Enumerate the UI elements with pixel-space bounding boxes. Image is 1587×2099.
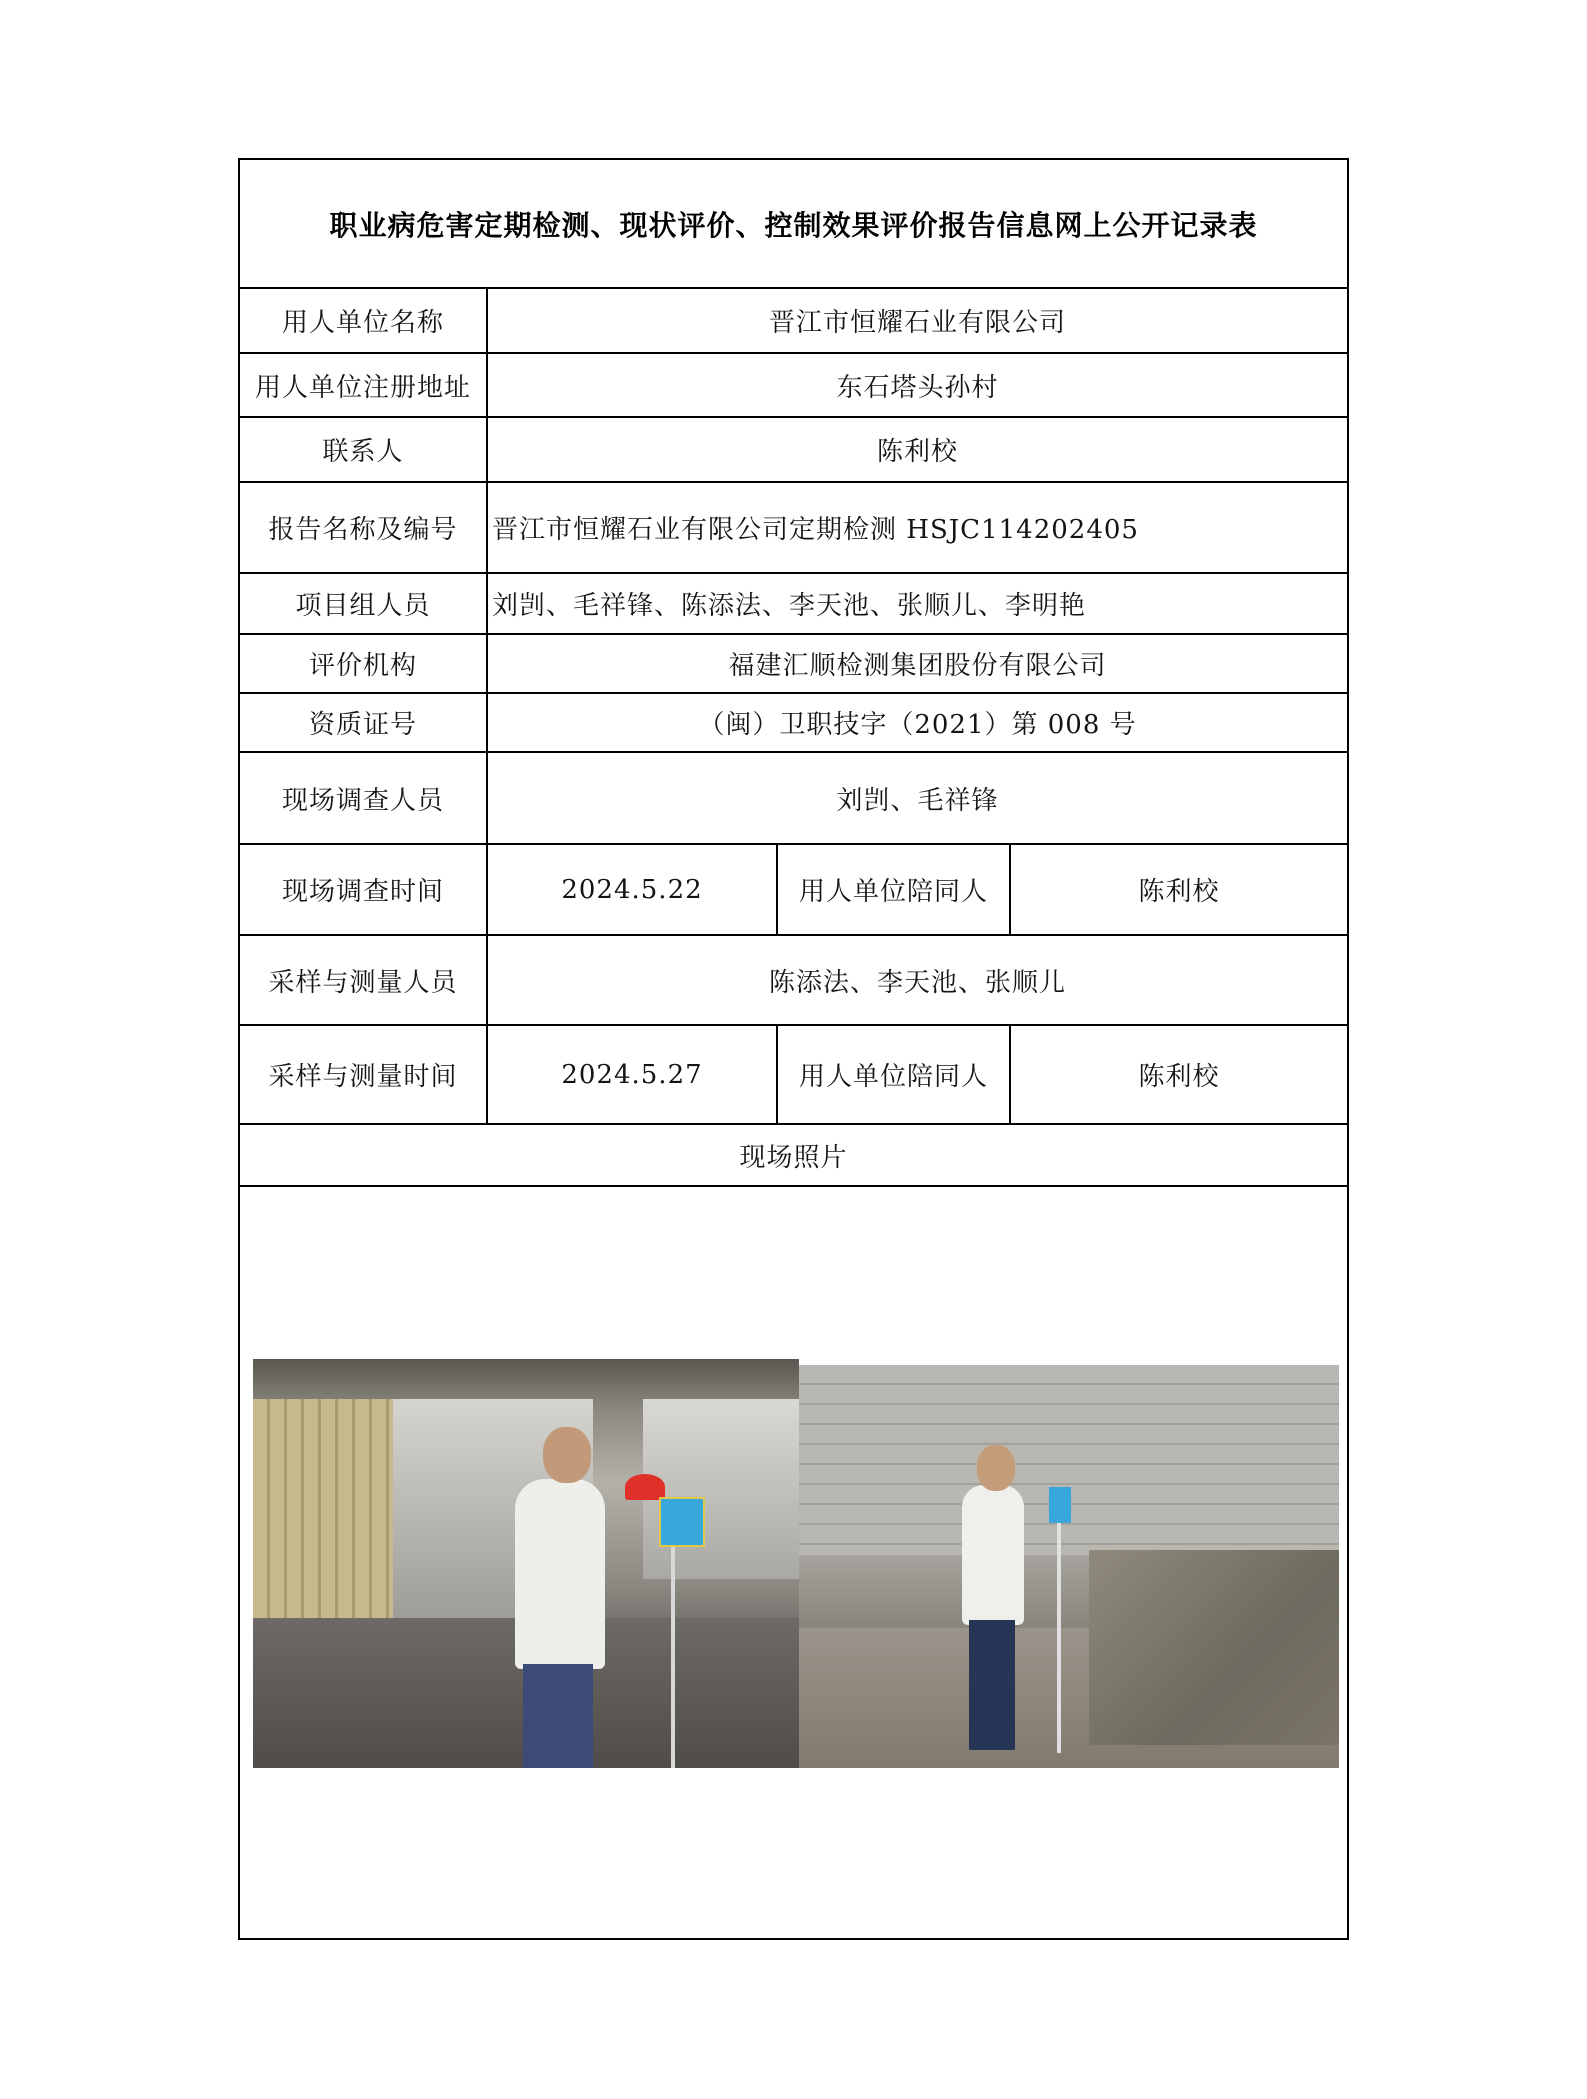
site-photo-2 — [799, 1365, 1339, 1768]
row-sampling-staff — [240, 936, 1347, 1026]
row-survey-time — [240, 845, 1347, 936]
row-project-team — [240, 574, 1347, 635]
row-employer-address — [240, 354, 1347, 418]
row-contact — [240, 418, 1347, 483]
contact-value: 陈利校 — [876, 437, 958, 467]
site-photo-1 — [253, 1359, 799, 1768]
survey-companion-value: 陈利校 — [1138, 877, 1220, 907]
sampling-staff-value: 陈添法、李天池、张顺儿 — [768, 967, 1066, 998]
project-team-label: 项目组人员 — [240, 574, 488, 633]
sampling-time-label: 采样与测量时间 — [240, 1026, 488, 1123]
row-survey-staff — [240, 753, 1347, 845]
evaluation-org-value: 福建汇顺检测集团股份有限公司 — [728, 651, 1107, 681]
record-table — [238, 158, 1349, 1940]
sampling-companion-value: 陈利校 — [1138, 1062, 1220, 1092]
row-photos-header — [240, 1125, 1347, 1187]
certificate-label: 资质证号 — [240, 694, 488, 751]
survey-staff-value: 刘剀、毛祥锋 — [836, 785, 999, 816]
project-team-value: 刘剀、毛祥锋、陈添法、李天池、张顺儿、李明艳 — [492, 591, 1087, 621]
row-report — [240, 483, 1347, 574]
row-evaluation-org — [240, 635, 1347, 694]
contact-label: 联系人 — [240, 418, 488, 481]
sampling-time-value: 2024.5.27 — [488, 1026, 778, 1123]
row-sampling-time — [240, 1026, 1347, 1125]
evaluation-org-label: 评价机构 — [240, 635, 488, 692]
title-row — [240, 160, 1347, 289]
page-title: 职业病危害定期检测、现状评价、控制效果评价报告信息网上公开记录表 — [329, 208, 1258, 242]
survey-companion-label: 用人单位陪同人 — [778, 845, 1011, 934]
report-value: 晋江市恒耀石业有限公司定期检测 HSJC114202405 — [492, 515, 1139, 545]
survey-time-value: 2024.5.22 — [488, 845, 778, 934]
sampling-companion-label: 用人单位陪同人 — [778, 1026, 1011, 1123]
row-certificate — [240, 694, 1347, 753]
employer-name-label: 用人单位名称 — [240, 289, 488, 352]
sampling-staff-label: 采样与测量人员 — [240, 936, 488, 1024]
survey-staff-label: 现场调查人员 — [240, 753, 488, 843]
row-employer-name — [240, 289, 1347, 354]
survey-time-label: 现场调查时间 — [240, 845, 488, 934]
employer-address-label: 用人单位注册地址 — [240, 354, 488, 416]
certificate-value: （闽）卫职技字（2021）第 008 号 — [698, 710, 1137, 740]
employer-name-value: 晋江市恒耀石业有限公司 — [768, 308, 1066, 338]
report-label: 报告名称及编号 — [240, 483, 488, 572]
photos-label: 现场照片 — [739, 1142, 848, 1173]
employer-address-value: 东石塔头孙村 — [836, 372, 999, 403]
